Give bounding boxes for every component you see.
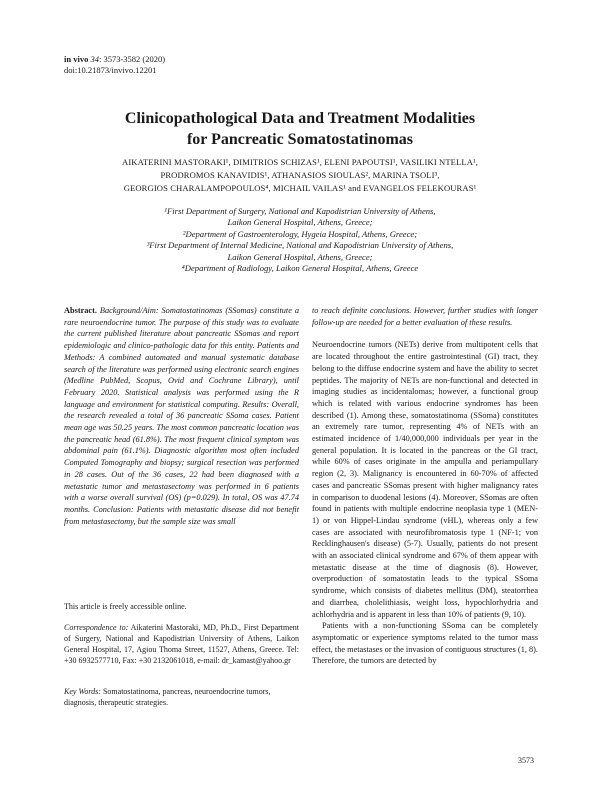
title-line-2: for Pancreatic Somatostatinomas (186, 131, 414, 148)
affiliation-4: ⁴Department of Radiology, Laikon General Hospital, Athens, Greece (181, 263, 419, 274)
body-paragraph-2: Patients with a non-functioning SSoma can be completely asymptomatic or experience symptoms related to the tumor mass effect, the metastases or the invasion of contiguous structures (1, 8). Therefore, the tumors are detected by (312, 621, 538, 666)
affiliation-1: ¹First Department of Surgery, National and Kapodistrian University of Athens, (164, 206, 436, 216)
correspondence-text: Aikaterini Mastoraki, MD, Ph.D., First Department of Surgery, National and Kapodistrian University of Athens, Laikon General Hospital, 17, Agiou Thoma Street, 11527, Athens, Greece. Tel: +30 6932577710, Fax: +30 2132061018, e-mail: dr_kamast@yahoo.gr (64, 623, 300, 665)
abstract-continuation: to reach definite conclusions. However, further studies with longer follow-up are needed for a better evaluation of these results. (312, 306, 538, 327)
abstract-heading: Abstract. (64, 306, 97, 315)
affiliation-1-cont: Laikon General Hospital, Athens, Greece; (227, 217, 373, 228)
keywords (64, 686, 299, 708)
journal-header (64, 54, 165, 76)
right-column (312, 305, 538, 667)
affiliation-3: ³First Department of Internal Medicine, National and Kapodistrian University of Athens, (146, 240, 454, 251)
authors-line-2: PRODROMOS KANAVIDIS¹, ATHANASIOS SIOULAS², MARINA TSOLI³, (160, 170, 440, 180)
journal-volume: 34 (90, 54, 99, 64)
journal-citation (64, 54, 165, 65)
affiliations (40, 206, 560, 274)
correspondence-label: Correspondence to: (64, 623, 129, 632)
page-number: 3573 (518, 756, 534, 765)
affiliation-3-cont: Laikon General Hospital, Athens, Greece; (227, 251, 373, 262)
authors-line-1: AIKATERINI MASTORAKI¹, DIMITRIOS SCHIZAS¹, ELENI PAPOUTSI¹, VASILIKI NTELLA¹, (122, 157, 478, 167)
keywords-text: Somatostatinoma, pancreas, neuroendocrine tumors, diagnosis, therapeutic strategies. (64, 687, 271, 707)
abstract-text: Background/Aim: Somatostatinomas (SSomas) constitute a rare neuroendocrine tumor. The purpose of this study was to evaluate the current published literature about pancreatic SSomas and report epidemiologic and clinico-pathologic data for this entity. Patients and Methods: A combined automated and manual systematic database search of the literature was performed using electronic search engines (Medline PubMed, Scopus, Ovid and Cochrane Library), until February 2020. Statistical analysis was performed using the R language and environment for statistical computing. Results: Overall, the research revealed a total of 36 pancreatic SSoma cases. Patient mean age was 50.25 years. The most common pancreatic location was the pancreatic head (61.8%). The most frequent clinical symptom was abdominal pain (61.1%). Diagnostic algorithm most often included Computed Tomography and biopsy; surgical resection was performed in 28 cases. Out of the 36 cases, 22 had been diagnosed with a metastatic tumor and metastasectomy was performed in 6 patients with a worse overall survival (OS) (p=0.029). In total, OS was 47.74 months. Conclusion: Patients with metastatic disease did not benefit from metastasectomy, but the sample size was small (64, 306, 299, 526)
keywords-label: Key Words: (64, 687, 101, 696)
author-list (40, 156, 560, 195)
open-access-note: This article is freely accessible online. (64, 602, 187, 611)
article-title (40, 108, 560, 150)
affiliation-2: ²Department of Gastroenterology, Hygeia Hospital, Athens, Greece; (182, 228, 418, 239)
body-paragraph-1: Neuroendocrine tumors (NETs) derive from multipotent cells that are located throughout the entire gastrointestinal (GI) tract, they belong to the diffuse endocrine system and have the ability to secret peptides. The majority of NETs are non-functional and detected in imaging studies as incidentalomas; however, a functional group which is related with various endocrine syndromes has been described (1). Among these, somatostatinoma (SSoma) constitutes an extremely rare tumor, representing 4% of NETs with an estimated incidence of 1/40,000,000 individuals per year in the general population. It is located in the pancreas or the GI tract, while 60% of cases originate in the ampulla and periampullary region (2, 3). Malignancy is encountered in 60-70% of affected cases and pancreatic SSomas present with higher malignancy rates in comparison to duodenal lesions (4). Moreover, SSomas are often found in patients with multiple endocrine neoplasia type 1 (MEN-1) or von Hippel-Lindau syndrome (vHL), whereas only a few cases are associated with neurofibromatosis type 1 (NF-1; von Recklinghausen's disease) (5-7). Usually, patients do not present with an associated clinical syndrome and 67% of them appear with metastatic disease at the time of diagnosis (8). However, overproduction of somatostatin leads to the typical SSoma syndrome, which consists of diabetes mellitus (DM), steatorrhea and diarrhea, cholelithiasis, weight loss, hypochlorhydria and achlorhydria and is apparent in less than 10% of patients (9, 10). (312, 340, 538, 619)
left-column (64, 305, 299, 527)
authors-line-3: GEORGIOS CHARALAMPOPOULOS⁴, MICHAIL VAILAS¹ and EVANGELOS FELEKOURAS¹ (123, 183, 477, 193)
journal-name: in vivo (64, 54, 89, 64)
journal-pages-year: : 3573-3582 (2020) (98, 54, 166, 64)
correspondence (64, 622, 299, 666)
abstract (64, 305, 299, 527)
title-line-1: Clinicopathological Data and Treatment Modalities (124, 110, 476, 127)
doi: doi:10.21873/invivo.12201 (64, 65, 157, 75)
